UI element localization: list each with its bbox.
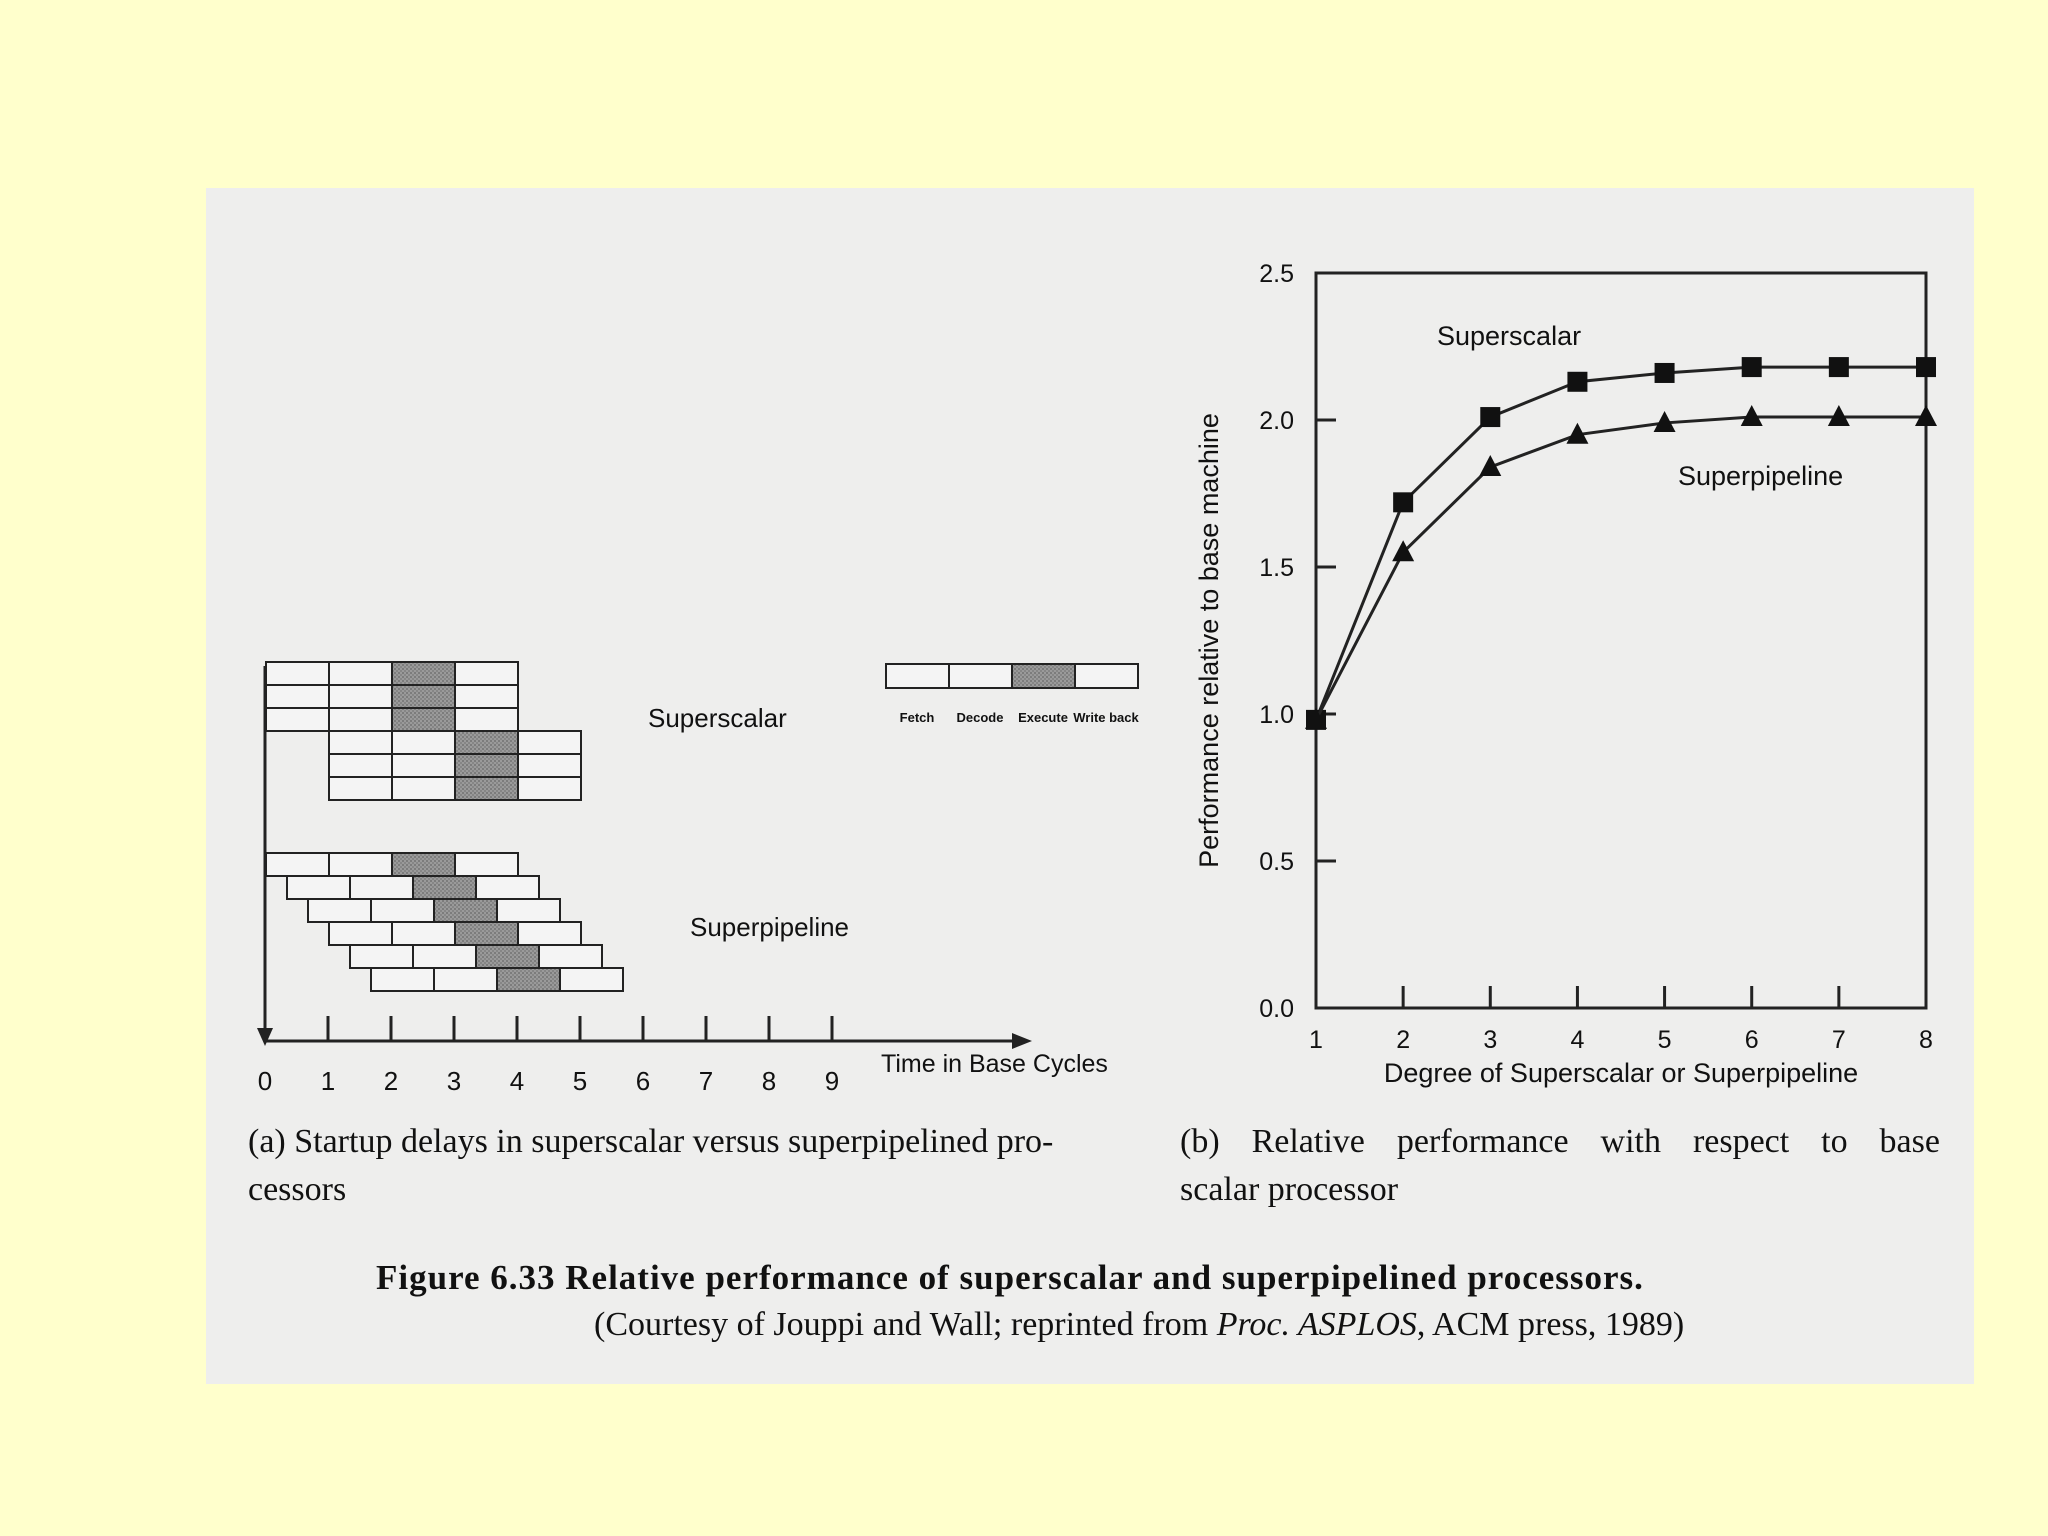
execute-stage — [434, 899, 497, 922]
caption-b-word: Relative — [1251, 1123, 1365, 1160]
credit-source: Proc. ASPLOS — [1216, 1306, 1417, 1343]
stage-legend — [900, 710, 1140, 725]
decode-stage — [329, 708, 392, 731]
y-tick-label: 0.5 — [1259, 848, 1294, 876]
y-tick-label: 1.0 — [1259, 701, 1294, 729]
x-tick-label: 8 — [1919, 1026, 1933, 1054]
execute-stage — [392, 708, 455, 731]
time-tick-label: 8 — [761, 1066, 777, 1096]
writeback-stage — [476, 876, 539, 899]
x-tick-label: 7 — [1831, 1026, 1846, 1054]
instruction-pipeline — [886, 664, 1138, 688]
instruction-pipeline — [266, 853, 518, 876]
stage-label: Fetch — [899, 710, 935, 725]
x-tick-label: 2 — [1396, 1026, 1411, 1054]
arrow-head — [1012, 1033, 1032, 1049]
time-tick-label: 9 — [824, 1066, 840, 1096]
writeback-stage — [518, 922, 581, 945]
x-tick-label: 4 — [1570, 1026, 1585, 1054]
writeback-stage — [539, 945, 602, 968]
caption-b-word: base — [1879, 1123, 1940, 1160]
instruction-pipeline — [329, 777, 581, 800]
fetch-stage — [329, 922, 392, 945]
y-axis-label: Performance relative to base machine — [1194, 413, 1224, 868]
fetch-stage — [308, 899, 371, 922]
instruction-pipeline — [287, 876, 539, 899]
decode-stage — [434, 968, 497, 991]
decode-stage — [329, 685, 392, 708]
plot-frame — [1316, 273, 1926, 1008]
execute-stage — [392, 853, 455, 876]
instruction-pipeline — [329, 754, 581, 777]
instruction-pipeline — [266, 662, 518, 685]
x-axis-label: Degree of Superscalar or Superpipeline — [1383, 1058, 1859, 1088]
execute-stage — [455, 777, 518, 800]
caption-b-word: respect — [1692, 1123, 1790, 1160]
caption-a — [248, 1118, 1148, 1214]
x-tick-label: 5 — [1657, 1026, 1672, 1054]
superpipeline-label: Superpipeline — [690, 912, 850, 942]
decode-stage — [392, 777, 455, 800]
performance-chart — [1194, 260, 1937, 1088]
caption-b — [1180, 1118, 1940, 1214]
caption-a-line1: (a) Startup delays in superscalar versus superpipelined pro- — [248, 1123, 1054, 1160]
execute-stage — [455, 731, 518, 754]
writeback-stage — [518, 731, 581, 754]
decode-stage — [350, 876, 413, 899]
time-tick-label: 3 — [446, 1066, 462, 1096]
fetch-stage — [329, 777, 392, 800]
fetch-stage — [350, 945, 413, 968]
fetch-stage — [329, 754, 392, 777]
instruction-pipeline — [329, 731, 581, 754]
y-tick-label: 2.5 — [1259, 260, 1294, 288]
time-tick-label: 6 — [635, 1066, 651, 1096]
time-tick-label: 0 — [257, 1066, 273, 1096]
execute-stage — [455, 922, 518, 945]
instruction-pipeline — [266, 685, 518, 708]
decode-stage — [413, 945, 476, 968]
decode-stage — [392, 731, 455, 754]
decode-stage — [371, 899, 434, 922]
instruction-pipeline — [308, 899, 560, 922]
data-point — [1916, 357, 1936, 377]
decode-stage — [392, 754, 455, 777]
caption-b-line1 — [1180, 1118, 1940, 1166]
fetch-stage — [266, 662, 329, 685]
figure-credit — [594, 1306, 1994, 1344]
data-point — [1567, 372, 1587, 392]
time-tick-label: 1 — [320, 1066, 336, 1096]
writeback-stage — [518, 754, 581, 777]
y-tick-label: 1.5 — [1259, 554, 1294, 582]
writeback-stage — [455, 708, 518, 731]
execute-stage — [392, 662, 455, 685]
execute-stage — [497, 968, 560, 991]
x-tick-label: 3 — [1483, 1026, 1498, 1054]
figure-panel — [206, 188, 1974, 1384]
series-label: Superpipeline — [1678, 461, 1844, 491]
time-axis-label: Time in Base Cycles — [881, 1050, 1108, 1078]
caption-b-word: (b) — [1180, 1123, 1220, 1160]
figure-title: Figure 6.33 Relative performance of superscalar and superpipelined processors. — [376, 1258, 1644, 1297]
superscalar-label: Superscalar — [648, 703, 787, 733]
data-point — [1655, 363, 1675, 383]
y-tick-label: 2.0 — [1259, 407, 1294, 435]
caption-b-line2: scalar processor — [1180, 1171, 1399, 1208]
execute-stage — [476, 945, 539, 968]
fetch-stage — [886, 664, 949, 688]
time-axis-ticks — [258, 1016, 839, 1096]
fetch-stage — [266, 708, 329, 731]
execute-stage — [392, 685, 455, 708]
writeback-stage — [455, 853, 518, 876]
instruction-pipeline — [329, 922, 581, 945]
decode-stage — [329, 662, 392, 685]
writeback-stage — [560, 968, 623, 991]
instruction-pipeline — [350, 945, 602, 968]
fetch-stage — [287, 876, 350, 899]
decode-stage — [329, 853, 392, 876]
x-tick-label: 6 — [1744, 1026, 1759, 1054]
x-tick-label: 1 — [1309, 1026, 1323, 1054]
fetch-stage — [371, 968, 434, 991]
time-tick-label: 5 — [572, 1066, 588, 1096]
instruction-pipeline — [371, 968, 623, 991]
caption-b-word: to — [1821, 1123, 1848, 1160]
time-tick-label: 4 — [509, 1066, 525, 1096]
execute-stage — [455, 754, 518, 777]
fetch-stage — [329, 731, 392, 754]
y-tick-label: 0.0 — [1259, 995, 1294, 1023]
time-tick-label: 7 — [698, 1066, 714, 1096]
arrow-head — [257, 1028, 273, 1046]
credit-suffix: , ACM press, 1989) — [1416, 1306, 1685, 1343]
data-point — [1829, 357, 1849, 377]
writeback-stage — [455, 685, 518, 708]
fetch-stage — [266, 853, 329, 876]
time-tick-label: 2 — [383, 1066, 399, 1096]
caption-b-word: performance — [1396, 1123, 1569, 1160]
writeback-stage — [497, 899, 560, 922]
caption-a-line2: cessors — [248, 1171, 347, 1208]
stage-label: Write back — [1073, 710, 1139, 725]
writeback-stage — [518, 777, 581, 800]
decode-stage — [949, 664, 1012, 688]
instruction-pipeline — [266, 708, 518, 731]
caption-b-word: with — [1600, 1123, 1661, 1160]
decode-stage — [392, 922, 455, 945]
stage-label: Execute — [1018, 710, 1068, 725]
execute-stage — [1012, 664, 1075, 688]
series-label: Superscalar — [1437, 321, 1582, 351]
data-point — [1480, 407, 1500, 427]
writeback-stage — [455, 662, 518, 685]
credit-prefix: (Courtesy of Jouppi and Wall; reprinted from — [594, 1306, 1217, 1343]
data-point — [1742, 357, 1762, 377]
data-point — [1393, 492, 1413, 512]
stage-label: Decode — [956, 710, 1004, 725]
writeback-stage — [1075, 664, 1138, 688]
execute-stage — [413, 876, 476, 899]
fetch-stage — [266, 685, 329, 708]
